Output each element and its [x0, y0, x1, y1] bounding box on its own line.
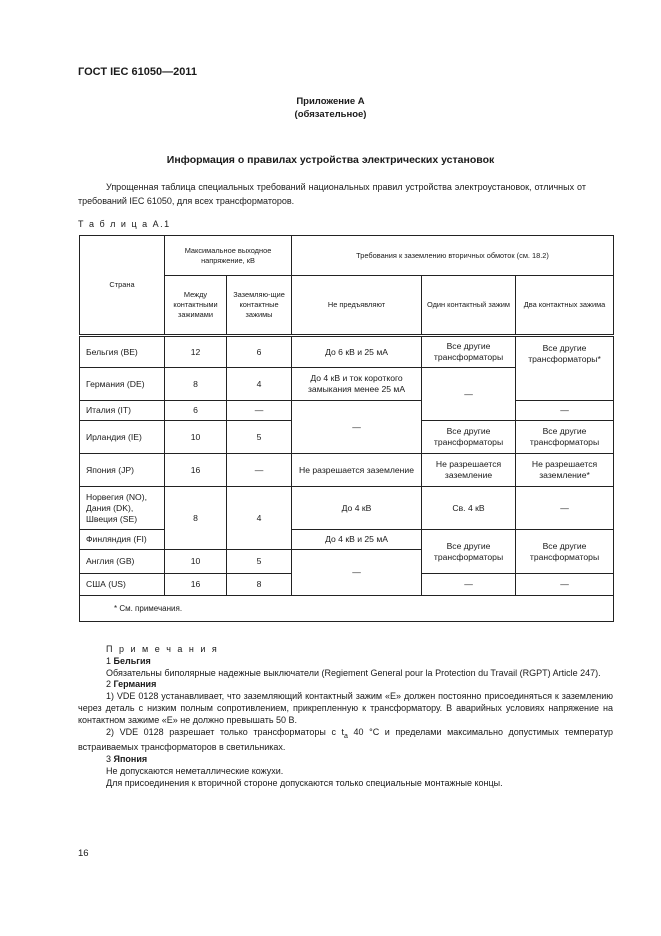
page-number: 16: [78, 848, 89, 859]
cell-ground: 4: [227, 368, 292, 401]
note-2-p2-start: 2) VDE 0128 разрешает только трансформаторы с t: [106, 726, 345, 737]
cell-country: Ирландия (IE): [80, 421, 165, 454]
cell-ground: 5: [227, 421, 292, 454]
header-two-terminals: Два контактных зажима: [516, 276, 614, 336]
note-2-paragraph-2: [78, 727, 613, 754]
cell-none: —: [292, 550, 422, 596]
appendix-title: Приложение А: [296, 96, 365, 107]
header-max-voltage: Максимальное выходное напряжение, кВ: [165, 236, 292, 276]
cell-between: 16: [165, 454, 227, 487]
cell-two: —: [516, 487, 614, 530]
note-2-paragraph-1: 1) VDE 0128 устанавливает, что заземляющий контактный зажим «Е» должен постоянно присоединяться к заземлению через деталь с низким полным сопротивлением, прикрепленную к трансформатору. В аварийных условиях напряжение на контактном зажиме «Е» не должно превышать 50 В.: [78, 691, 613, 725]
cell-none: Не разрешается заземление: [292, 454, 422, 487]
cell-one: Все другие трансформаторы: [422, 336, 516, 368]
cell-one: —: [422, 368, 516, 421]
note-2-p2-subscript: a: [344, 732, 348, 740]
note-3-paragraph-2: Для присоединения к вторичной стороне допускаются только специальные монтажные концы.: [106, 777, 503, 788]
requirements-table: [79, 235, 614, 622]
cell-between: 10: [165, 421, 227, 454]
cell-none: До 4 кВ: [292, 487, 422, 530]
cell-country: [80, 487, 165, 530]
document-header: ГОСТ IEC 61050—2011: [78, 66, 197, 78]
note-1-heading: [78, 656, 613, 668]
appendix-subtitle: (обязательное): [294, 109, 367, 120]
intro-paragraph: Упрощенная таблица специальных требований национальных правил устройства электроустановок, отличных от требований IEC 61050, для всех трансформаторов.: [78, 182, 586, 206]
cell-between: 6: [165, 401, 227, 421]
header-country: Страна: [80, 236, 165, 336]
cell-country: Германия (DE): [80, 368, 165, 401]
cell-one: Не разрешается заземление: [422, 454, 516, 487]
denmark-label: Дания (DK),: [86, 502, 134, 513]
table-caption: Т а б л и ц а А.1: [78, 219, 171, 229]
cell-none: До 4 кВ и 25 мА: [292, 530, 422, 550]
cell-between: 8: [165, 487, 227, 550]
cell-country: Финляндия (FI): [80, 530, 165, 550]
cell-one: Все другие трансформаторы: [422, 530, 516, 574]
table-row: [80, 454, 614, 487]
cell-one: Все другие трансформаторы: [422, 421, 516, 454]
section-title: Информация о правилах устройства электрических установок: [166, 154, 495, 166]
note-2-title: Германия: [113, 679, 157, 690]
cell-two: Все другие трансформаторы: [516, 421, 614, 454]
note-1-number: 1: [106, 655, 112, 666]
header-between-contacts: Между контактными зажимами: [165, 276, 227, 336]
cell-two: Все другие трансформаторы: [516, 530, 614, 574]
cell-ground: 6: [227, 336, 292, 368]
header-grounding-terminals: Заземляю-щие контактные зажимы: [227, 276, 292, 336]
notes-title: П р и м е ч а н и я: [106, 644, 219, 654]
header-one-terminal: Один контактный зажим: [422, 276, 516, 336]
cell-two: Не разрешается заземление*: [516, 454, 614, 487]
header-not-required: Не предъявляют: [292, 276, 422, 336]
table-row: [80, 530, 614, 550]
cell-between: 8: [165, 368, 227, 401]
cell-none: До 6 кВ и 25 мА: [292, 336, 422, 368]
cell-between: 10: [165, 550, 227, 574]
cell-ground: —: [227, 454, 292, 487]
cell-one: —: [422, 574, 516, 596]
cell-two: —: [516, 401, 614, 421]
cell-country: Япония (JP): [80, 454, 165, 487]
note-1-text: Обязательны биполярные надежные выключатели (Regiement General pour la Protection du Travail (RGPT) Article 247).: [106, 667, 601, 678]
note-3-number: 3: [106, 753, 112, 764]
note-3-title: Япония: [113, 753, 148, 764]
country-sweden: Швеция (SE): [86, 513, 138, 524]
table-row: [80, 487, 614, 530]
note-2-heading: [78, 679, 613, 691]
cell-ground: 4: [227, 487, 292, 550]
cell-ground: 5: [227, 550, 292, 574]
cell-none: До 4 кВ и ток короткого замыкания менее 25 мА: [292, 368, 422, 401]
note-2-p2-end: 40 °C и пределами максимально допустимых температур встраиваемых трансформаторов в светильниках.: [78, 726, 613, 753]
cell-ground: 8: [227, 574, 292, 596]
cell-one: Св. 4 кВ: [422, 487, 516, 530]
cell-two: Все другие трансформаторы*: [516, 336, 614, 401]
country-denmark: [86, 503, 161, 514]
note-3-paragraph-1: Не допускаются неметаллические кожухи.: [106, 765, 284, 776]
cell-none: —: [292, 401, 422, 454]
notes-block: [78, 644, 613, 789]
note-2-number: 2: [106, 679, 112, 690]
cell-country: Англия (GB): [80, 550, 165, 574]
cell-two: —: [516, 574, 614, 596]
cell-between: 16: [165, 574, 227, 596]
note-3-heading: [78, 754, 613, 766]
cell-ground: —: [227, 401, 292, 421]
table-row: [80, 336, 614, 368]
cell-country: США (US): [80, 574, 165, 596]
cell-country: Италия (IT): [80, 401, 165, 421]
note-1-title: Бельгия: [113, 655, 151, 666]
table-row: [80, 401, 614, 421]
country-norway: Норвегия (NO),: [86, 491, 147, 502]
table-footnote: * См. примечания.: [80, 596, 614, 622]
cell-between: 12: [165, 336, 227, 368]
header-grounding-requirements: Требования к заземлению вторичных обмоток (см. 18.2): [292, 236, 614, 276]
cell-country: Бельгия (ВЕ): [80, 336, 165, 368]
